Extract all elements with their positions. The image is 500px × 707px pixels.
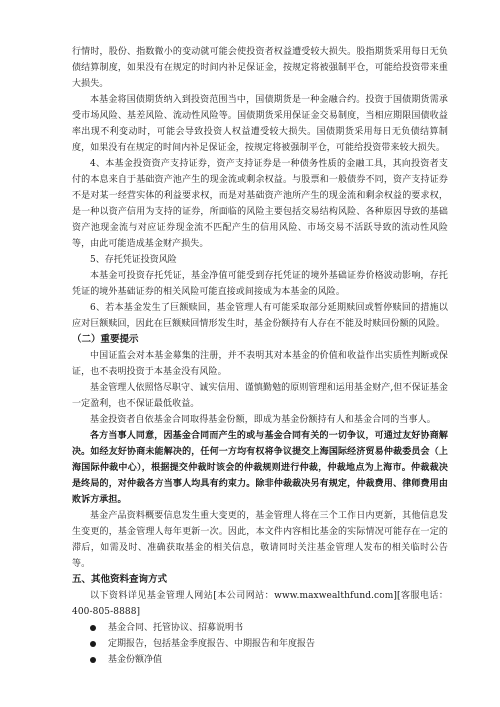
subheading-depositary-receipts: 5、存托凭证投资风险 bbox=[90, 255, 177, 265]
paragraph-abs-risk: 4、本基金投资资产支持证券，资产支持证券是一种债务性质的金融工具，其向投资者支付的本息来自于基础资产池产生的现金流或剩余权益。与股票和一般债券不同，资产支持证券不是对某一经营实体的利益要求权，而是对基础资产池所产生的现金流和剩余权益的要求权，是一种以资产信用为支持的证券，所面临的风险主要包括交易结构风险、各种原因导致的基础资产池现金流与对应证券现金流不匹配产生的信用风险、市场交易不活跃导致的流动性风险等，由此可能造成基金财产损失。 bbox=[72, 159, 448, 249]
paragraph-investor-notice: 基金投资者自依基金合同取得基金份额，即成为基金份额持有人和基金合同的当事人。 bbox=[90, 415, 436, 425]
section-heading-important-notice: （二）重要提示 bbox=[72, 334, 139, 345]
paragraph-arbitration-notice: 各方当事人同意，因基金合同而产生的或与基金合同有关的一切争议，可通过友好协商解决。如经友好协商未能解决的，任何一方均有权将争议提交上海国际经济贸易仲裁委员会（上海国际仲裁中心），根据提交仲裁时该会的仲裁规则进行仲裁，仲裁地点为上海市。仲裁裁决是终局的，对仲裁各方当事人均具有约束力。除非仲裁裁决另有规定，仲裁费用、律师费用由败诉方承担。 bbox=[72, 431, 448, 505]
paragraph-depositary-receipts-risk: 本基金可投资存托凭证，基金净值可能受到存托凭证的境外基础证券价格波动影响，存托凭证的境外基础证券的相关风险可能直接或间接成为本基金的风险。 bbox=[72, 271, 448, 297]
paragraph-website-info: 以下资料详见基金管理人网站[本公司网站：www.maxwealthfund.com][客服电话：400-805-8888] bbox=[72, 591, 448, 617]
list-item bbox=[90, 636, 448, 652]
bullet-icon bbox=[90, 641, 96, 647]
paragraph-manager-notice: 基金管理人依照恪尽职守、诚实信用、谨慎勤勉的原则管理和运用基金财产,但不保证基金一定盈利，也不保证最低收益。 bbox=[72, 383, 448, 409]
section-heading-other-info: 五、其他资料查询方式 bbox=[72, 574, 168, 585]
list-item-text: 定期报告，包括基金季度报告、中期报告和年度报告 bbox=[108, 639, 316, 649]
list-item bbox=[90, 652, 448, 668]
list-item-text: 基金份额净值 bbox=[108, 655, 163, 665]
paragraph-csrc-notice: 中国证监会对本基金募集的注册，并不表明其对本基金的价值和收益作出实质性判断或保证，也不表明投资于本基金没有风险。 bbox=[72, 351, 448, 377]
list-item-text: 基金合同、托管协议、招募说明书 bbox=[108, 623, 244, 633]
paragraph-redemption-risk: 6、若本基金发生了巨额赎回，基金管理人有可能采取部分延期赎回或暂停赎回的措施以应对巨额赎回，因此在巨额赎回情形发生时，基金份额持有人存在不能及时赎回份额的风险。 bbox=[72, 303, 448, 329]
bullet-icon bbox=[90, 625, 96, 631]
paragraph-stock-index-futures-risk: 行情时，股份、指数微小的变动就可能会使投资者权益遭受较大损失。股指期货采用每日无负债结算制度，如果没有在规定的时间内补足保证金，按规定将被强制平仓，可能给投资带来重大损失。 bbox=[72, 47, 448, 89]
paragraph-update-notice: 基金产品资料概要信息发生重大变更的，基金管理人将在三个工作日内更新，其他信息发生变更的，基金管理人每年更新一次。因此，本文件内容相比基金的实际情况可能存在一定的滞后，如需及时、准确获取基金的相关信息，敬请同时关注基金管理人发布的相关临时公告等。 bbox=[72, 511, 448, 569]
paragraph-treasury-futures-risk: 本基金将国债期货纳入到投资范围当中，国债期货是一种金融合约。投资于国债期货需承受市场风险、基差风险、流动性风险等。国债期货采用保证金交易制度，当相应期限国债收益率出现不利变动时，可能会导致投资人权益遭受较大损失。国债期货采用每日无负债结算制度，如果没有在规定的时间内补足保证金，按规定将被强制平仓，可能给投资带来较大损失。 bbox=[72, 95, 448, 153]
list-item bbox=[90, 620, 448, 636]
bullet-icon bbox=[90, 657, 96, 663]
document-list bbox=[72, 620, 448, 668]
